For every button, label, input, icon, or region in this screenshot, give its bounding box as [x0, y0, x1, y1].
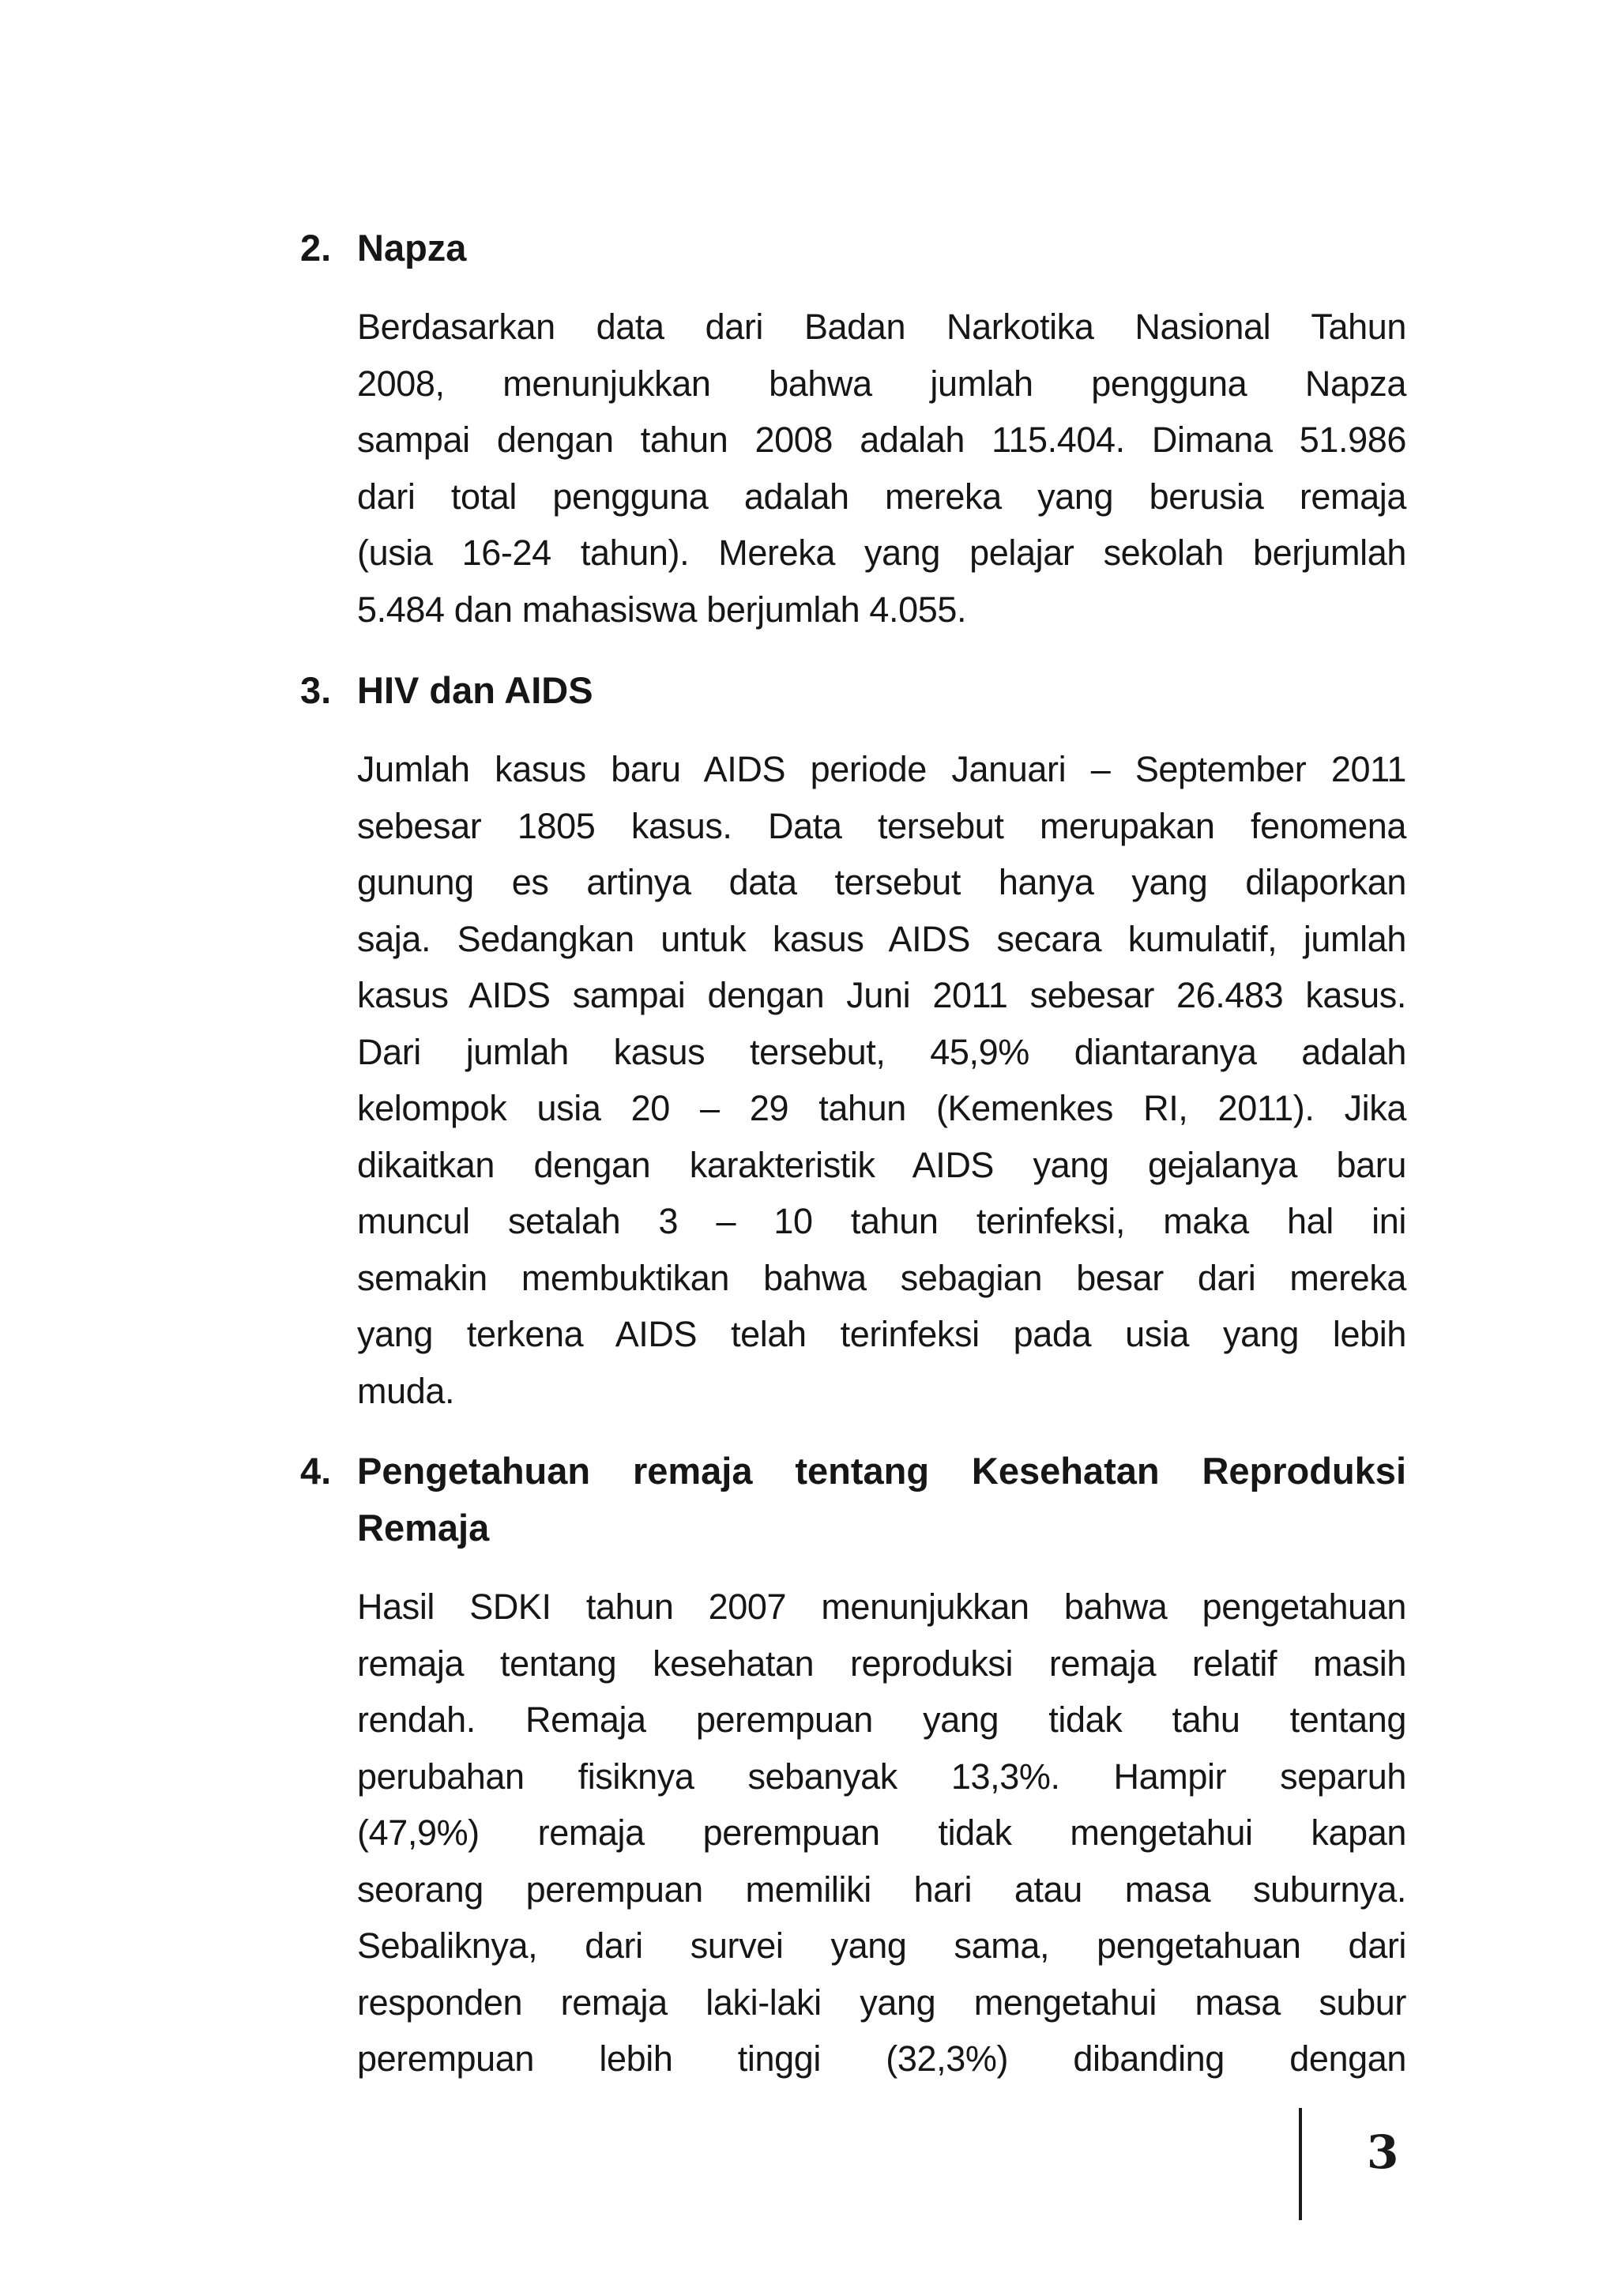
body-line: seorang perempuan memiliki hari atau masa suburnya.: [357, 1869, 1406, 1910]
body-line: muda.: [357, 1370, 455, 1411]
section-pengetahuan-remaja: [300, 1443, 1406, 2087]
section-hiv-aids: [300, 662, 1406, 1419]
section-title: Napza: [357, 227, 467, 269]
body-line: sampai dengan tahun 2008 adalah 115.404. Dimana 51.986: [357, 420, 1406, 460]
body-line: responden remaja laki-laki yang mengetahui masa subur: [357, 1982, 1406, 2023]
section-number: 2.: [300, 227, 332, 269]
body-line: (47,9%) remaja perempuan tidak mengetahui kapan: [357, 1812, 1406, 1853]
body-line: rendah. Remaja perempuan yang tidak tahu tentang: [357, 1699, 1406, 1740]
body-line: remaja tentang kesehatan reproduksi remaja relatif masih: [357, 1643, 1406, 1684]
section-number: 4.: [300, 1450, 332, 1492]
body-line: muncul setalah 3 – 10 tahun terinfeksi, maka hal ini: [357, 1201, 1406, 1241]
body-line: saja. Sedangkan untuk kasus AIDS secara kumulatif, jumlah: [357, 918, 1406, 959]
body-line: (usia 16-24 tahun). Mereka yang pelajar sekolah berjumlah: [357, 533, 1406, 573]
section-body: [300, 741, 1406, 1419]
section-title: HIV dan AIDS: [357, 669, 593, 711]
body-line: dari total pengguna adalah mereka yang berusia remaja: [357, 476, 1406, 517]
section-body: [300, 299, 1406, 638]
section-body: [300, 1579, 1406, 2087]
body-line: kelompok usia 20 – 29 tahun (Kemenkes RI, 2011). Jika: [357, 1088, 1406, 1128]
section-title-line: Remaja: [357, 1507, 490, 1549]
body-line: Dari jumlah kasus tersebut, 45,9% diantaranya adalah: [357, 1031, 1406, 1072]
body-line: 5.484 dan mahasiswa berjumlah 4.055.: [357, 589, 967, 630]
body-line: Hasil SDKI tahun 2007 menunjukkan bahwa pengetahuan: [357, 1586, 1406, 1627]
section-title-line: Pengetahuan remaja tentang Kesehatan Reproduksi: [357, 1450, 1406, 1492]
section-number: 3.: [300, 669, 332, 711]
body-line: Berdasarkan data dari Badan Narkotika Nasional Tahun: [357, 307, 1406, 347]
body-line: sebesar 1805 kasus. Data tersebut merupakan fenomena: [357, 805, 1406, 846]
page-number: 3: [1367, 2125, 1399, 2179]
section-heading: [300, 220, 1406, 277]
body-line: perubahan fisiknya sebanyak 13,3%. Hampir separuh: [357, 1756, 1406, 1797]
section-heading: [300, 662, 1406, 719]
body-line: Sebaliknya, dari survei yang sama, pengetahuan dari: [357, 1925, 1406, 1966]
body-line: kasus AIDS sampai dengan Juni 2011 sebesar 26.483 kasus.: [357, 975, 1406, 1015]
body-line: semakin membuktikan bahwa sebagian besar dari mereka: [357, 1257, 1406, 1298]
body-line: Jumlah kasus baru AIDS periode Januari – September 2011: [357, 749, 1406, 789]
body-line: gunung es artinya data tersebut hanya yang dilaporkan: [357, 862, 1406, 902]
body-line: yang terkena AIDS telah terinfeksi pada usia yang lebih: [357, 1314, 1406, 1354]
body-line: dikaitkan dengan karakteristik AIDS yang gejalanya baru: [357, 1144, 1406, 1185]
footer-divider: [1299, 2108, 1302, 2220]
body-line: perempuan lebih tinggi (32,3%) dibanding dengan: [357, 2038, 1406, 2079]
section-napza: [300, 220, 1406, 638]
body-line: 2008, menunjukkan bahwa jumlah pengguna Napza: [357, 363, 1406, 404]
section-heading: [300, 1443, 1406, 1556]
